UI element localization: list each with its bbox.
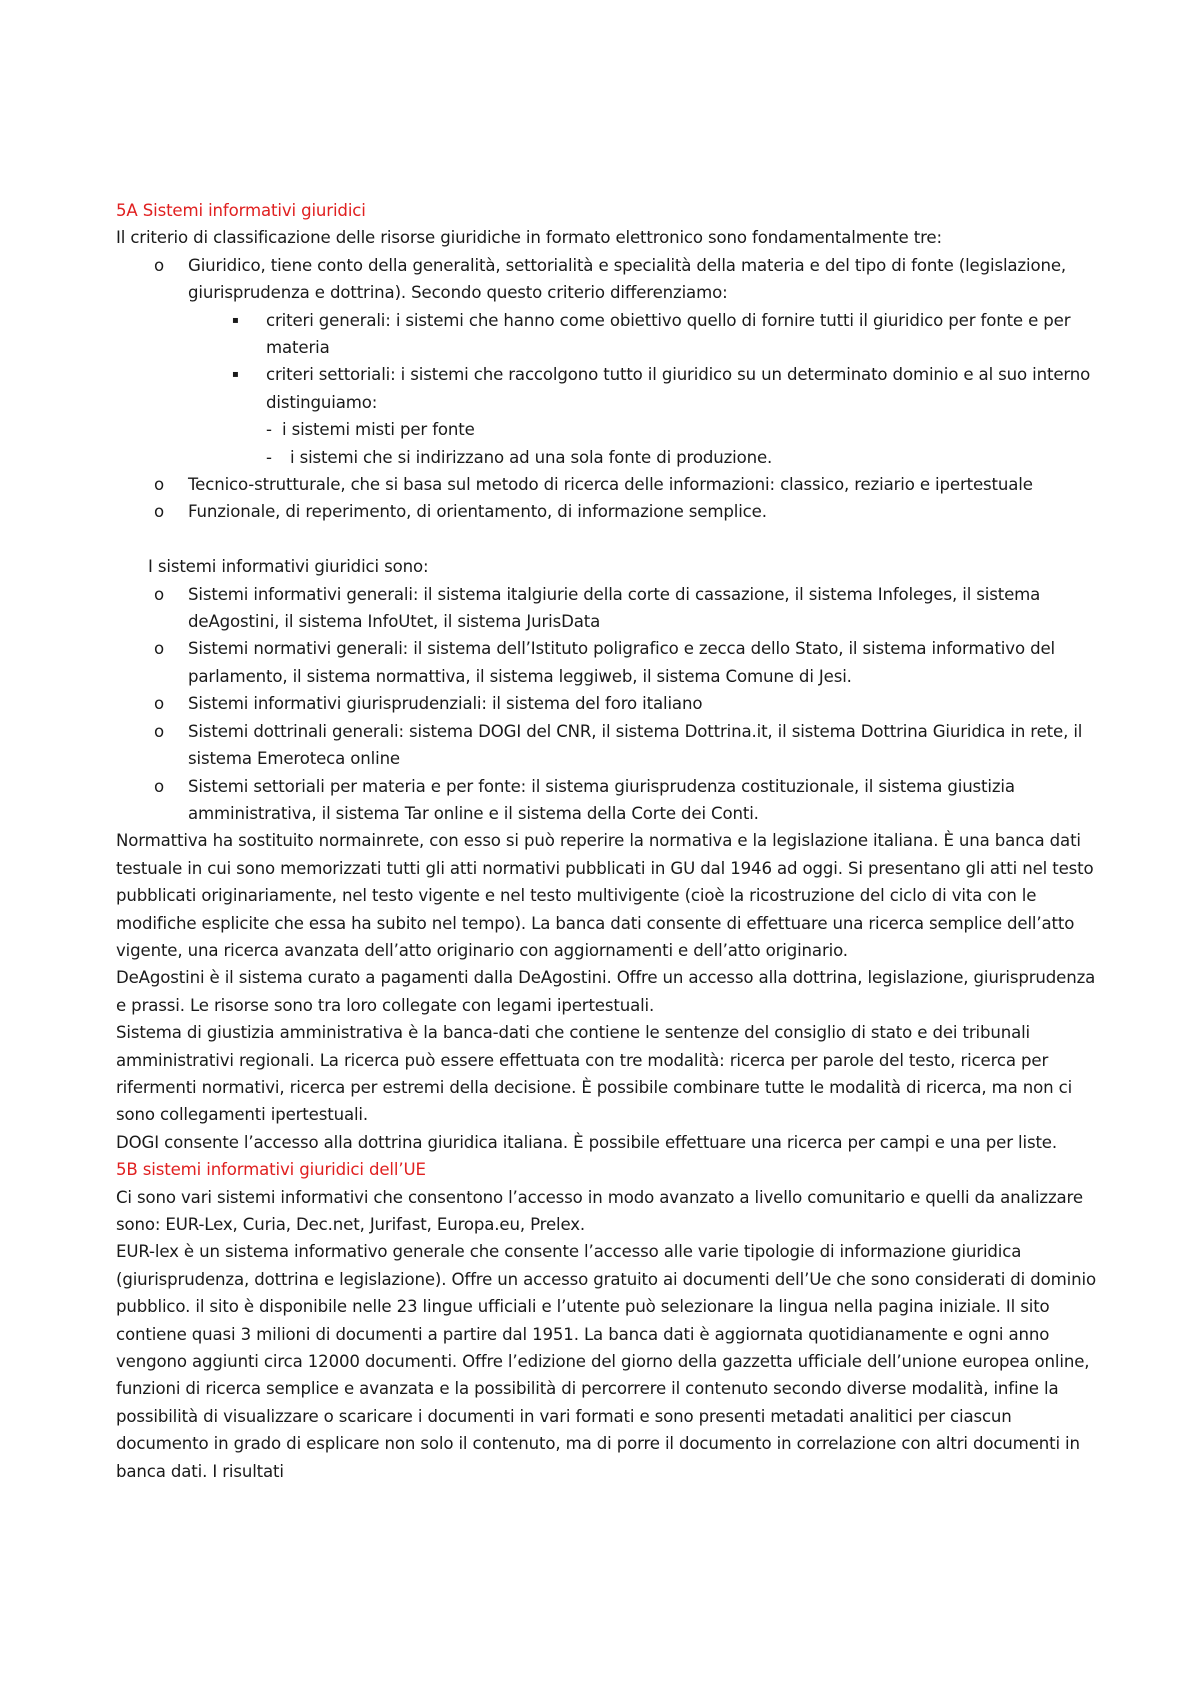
circle-bullet-icon: o (154, 255, 165, 275)
circle-bullet-icon: o (154, 639, 165, 659)
sub-sub-text: i sistemi che si indirizzano ad una sola fonte di produzione. (290, 447, 773, 467)
list-item (116, 416, 1096, 443)
system-text: Sistemi dottrinali generali: sistema DOGI del CNR, il sistema Dottrina.it, il sistema Dottrina Giuridica in rete, il sistema Emeroteca online (188, 721, 1083, 769)
system-text: Sistemi normativi generali: il sistema dell’Istituto poligrafico e zecca dello Stato, il sistema informativo del parlamento, il sistema normattiva, il sistema leggiweb, il sistema Comune di Jesi. (188, 639, 1055, 686)
section-b-title: 5B sistemi informativi giuridici dell’UE (116, 1160, 426, 1180)
document-body (116, 197, 1096, 1485)
sub-criterion-text: criteri generali: i sistemi che hanno come obiettivo quello di fornire tutti il giuridico per fonte e per materia (266, 310, 1071, 358)
criterion-text: Tecnico-strutturale, che si basa sul metodo di ricerca delle informazioni: classico, reziario e ipertestuale (188, 475, 1033, 495)
section-a-title: 5A Sistemi informativi giuridici (116, 201, 366, 220)
systems-intro: I sistemi informativi giuridici sono: (148, 557, 429, 577)
list-item (116, 471, 1096, 498)
square-bullet-icon: ▪ (232, 369, 239, 381)
sub-sub-text: i sistemi misti per fonte (282, 420, 475, 440)
system-text: Sistemi informativi giurisprudenziali: il sistema del foro italiano (188, 694, 703, 714)
sub-criterion-text: criteri settoriali: i sistemi che raccolgono tutto il giuridico su un determinato dominio e al suo interno distinguiamo: (266, 365, 1091, 412)
body-paragraph: EUR-lex è un sistema informativo generale che consente l’accesso alle varie tipologie di informazione giuridica (giurisprudenza, dottrina e legislazione). Offre un accesso gratuito ai documenti dell’Ue che sono considerati di dominio pubblico. il sito è disponibile nelle 23 lingue ufficiali e l’utente può selezionare la lingua nella pagina iniziale. Il sito contiene quasi 3 milioni di documenti a partire dal 1951. La banca dati è aggiornata quotidianamente e ogni anno vengono aggiunti circa 12000 documenti. Offre l’edizione del giorno della gazzetta ufficiale dell’unione europea online, funzioni di ricerca semplice e avanzata e la possibilità di percorrere il contenuto secondo diverse modalità, infine la possibilità di visualizzare o scaricare i documenti in vari formati e sono presenti metadati analitici per ciascun documento in grado di esplicare non solo il contenuto, ma di porre il documento in correlazione con altri documenti in banca dati. I risultati (116, 1242, 1096, 1481)
system-text: Sistemi informativi generali: il sistema italgiurie della corte di cassazione, il sistema Infoleges, il sistema deAgostini, il sistema InfoUtet, il sistema JurisData (188, 584, 1041, 632)
criterion-text: Giuridico, tiene conto della generalità, settorialità e specialità della materia e del tipo di fonte (legislazione, giurisprudenza e dottrina). Secondo questo criterio differenziamo: (188, 255, 1067, 303)
intro-paragraph: Il criterio di classificazione delle risorse giuridiche in formato elettronico sono fondamentalmente tre: (116, 228, 942, 248)
list-item (116, 718, 1096, 773)
criterion-text: Funzionale, di reperimento, di orientamento, di informazione semplice. (188, 502, 767, 522)
list-item (116, 635, 1096, 690)
list-item (116, 773, 1096, 828)
body-paragraph: Normattiva ha sostituito normainrete, con esso si può reperire la normativa e la legislazione italiana. È una banca dati testuale in cui sono memorizzati tutti gli atti normativi pubblicati in GU dal 1946 ad oggi. Si presentano gli atti nel testo pubblicati originariamente, nel testo vigente e nel testo multivigente (cioè la ricostruzione del ciclo di vita con le modifiche esplicite che essa ha subito nel tempo). La banca dati consente di effettuare una ricerca semplice dell’atto vigente, una ricerca avanzata dell’atto originario con aggiornamenti e dell’atto originario. (116, 831, 1094, 960)
spacer (116, 526, 1096, 553)
dash-bullet-icon: - (266, 420, 272, 440)
system-text: Sistemi settoriali per materia e per fonte: il sistema giurisprudenza costituzionale, il sistema giustizia amministrativa, il sistema Tar online e il sistema della Corte dei Conti. (188, 776, 1015, 823)
body-paragraph: Sistema di giustizia amministrativa è la banca-dati che contiene le sentenze del consiglio di stato e dei tribunali amministrativi regionali. La ricerca può essere effettuata con tre modalità: ricerca per parole del testo, ricerca per rifermenti normativi, ricerca per estremi della decisione. È possibile combinare tutte le modalità di ricerca, ma non ci sono collegamenti ipertestuali. (116, 1023, 1073, 1125)
body-paragraph: DeAgostini è il sistema curato a pagamenti dalla DeAgostini. Offre un accesso alla dottrina, legislazione, giurisprudenza e prassi. Le risorse sono tra loro collegate con legami ipertestuali. (116, 968, 1096, 1015)
body-paragraph: DOGI consente l’accesso alla dottrina giuridica italiana. È possibile effettuare una ricerca per campi e una per liste. (116, 1132, 1057, 1152)
list-item (116, 690, 1096, 717)
body-paragraph: Ci sono vari sistemi informativi che consentono l’accesso in modo avanzato a livello comunitario e quelli da analizzare sono: EUR-Lex, Curia, Dec.net, Jurifast, Europa.eu, Prelex. (116, 1187, 1083, 1235)
circle-bullet-icon: o (154, 776, 165, 796)
list-item (116, 252, 1096, 307)
circle-bullet-icon: o (154, 502, 165, 522)
list-item (116, 361, 1096, 416)
circle-bullet-icon: o (154, 694, 165, 714)
circle-bullet-icon: o (154, 721, 165, 741)
list-item (116, 307, 1096, 362)
list-item (116, 498, 1096, 525)
circle-bullet-icon: o (154, 475, 165, 495)
circle-bullet-icon: o (154, 584, 165, 604)
square-bullet-icon: ▪ (232, 314, 239, 326)
list-item (116, 444, 1096, 471)
dash-bullet-icon: - (266, 447, 272, 467)
list-item (116, 581, 1096, 636)
